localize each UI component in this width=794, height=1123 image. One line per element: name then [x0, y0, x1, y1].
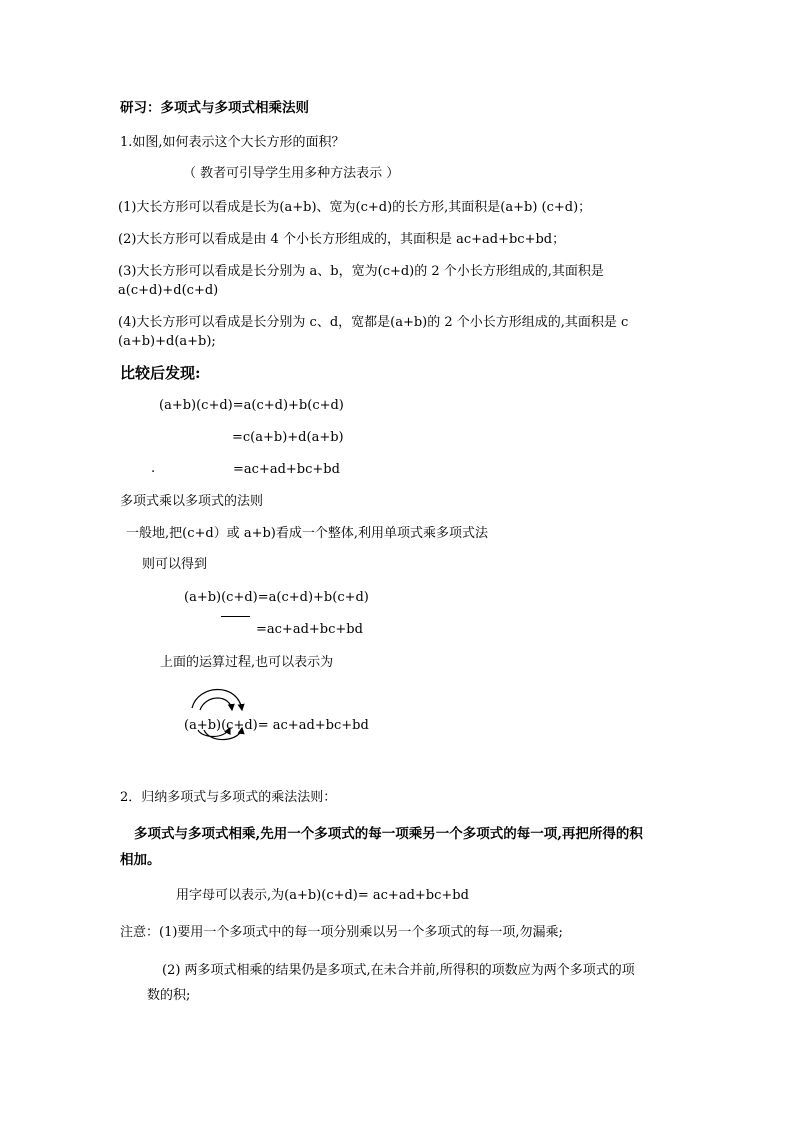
rule-equation-1: (a+b)(c+d)=a(c+d)+b(c+d)	[184, 590, 369, 605]
rule-heading: 多项式乘以多项式的法则	[120, 494, 264, 509]
rule-line-1: 一般地,把(c+d）或 a+b)看成一个整体,利用单项式乘多项式法	[126, 526, 489, 541]
rule-equation-underline	[221, 616, 250, 617]
question-2-heading: 2．归纳多项式与多项式的乘法法则：	[120, 790, 337, 805]
note-1: 注意：(1)要用一个多项式中的每一项分别乘以另一个多项式的每一项,勿漏乘;	[120, 925, 563, 940]
section-title: 研习：多项式与多项式相乘法则	[120, 100, 309, 116]
method-3-line-2: a(c+d)+d(c+d)	[118, 283, 219, 298]
method-1: (1)大长方形可以看成是长为(a+b)、宽为(c+d)的长方形,其面积是(a+b) (c+d)；	[118, 200, 592, 215]
method-2: (2)大长方形可以看成是由 4 个小长方形组成的，其面积是 ac+ad+bc+bd；	[118, 232, 566, 247]
question-1: 1.如图,如何表示这个大长方形的面积？	[120, 135, 345, 150]
diagram-equation: (a+b)(c+d)= ac+ad+bc+bd	[184, 718, 369, 733]
compare-dot: .	[151, 461, 156, 476]
formula-line: 用字母可以表示,为(a+b)(c+d)= ac+ad+bc+bd	[176, 888, 469, 903]
note-2-line-1: (2) 两多项式相乘的结果仍是多项式,在未合并前,所得积的项数应为两个多项式的项	[162, 963, 635, 978]
note-2-line-2: 数的积;	[147, 988, 191, 1003]
method-4-line-2: (a+b)+d(a+b);	[118, 334, 216, 349]
rule-line-3: 上面的运算过程,也可以表示为	[160, 655, 334, 670]
compare-equation-1: (a+b)(c+d)=a(c+d)+b(c+d)	[159, 398, 344, 413]
question-1-hint: （ 教者可引导学生用多种方法表示 ）	[183, 166, 400, 181]
multiplication-arrows-diagram	[180, 680, 260, 744]
method-4-line-1: (4)大长方形可以看成是长分别为 c、d，宽都是(a+b)的 2 个小长方形组成的,其面积是 c	[118, 315, 629, 330]
compare-equation-3: =ac+ad+bc+bd	[233, 462, 340, 477]
rule-line-2: 则可以得到	[142, 557, 208, 572]
method-3-line-1: (3)大长方形可以看成是长分别为 a、b，宽为(c+d)的 2 个小长方形组成的,其面积是	[118, 264, 604, 279]
compare-equation-2: =c(a+b)+d(a+b)	[232, 430, 344, 445]
rule-equation-2: =ac+ad+bc+bd	[256, 622, 363, 637]
rule-statement-line-1: 多项式与多项式相乘,先用一个多项式的每一项乘另一个多项式的每一项,再把所得的积	[134, 826, 643, 842]
compare-heading: 比较后发现:	[120, 364, 201, 382]
rule-statement-line-2: 相加。	[120, 852, 161, 868]
